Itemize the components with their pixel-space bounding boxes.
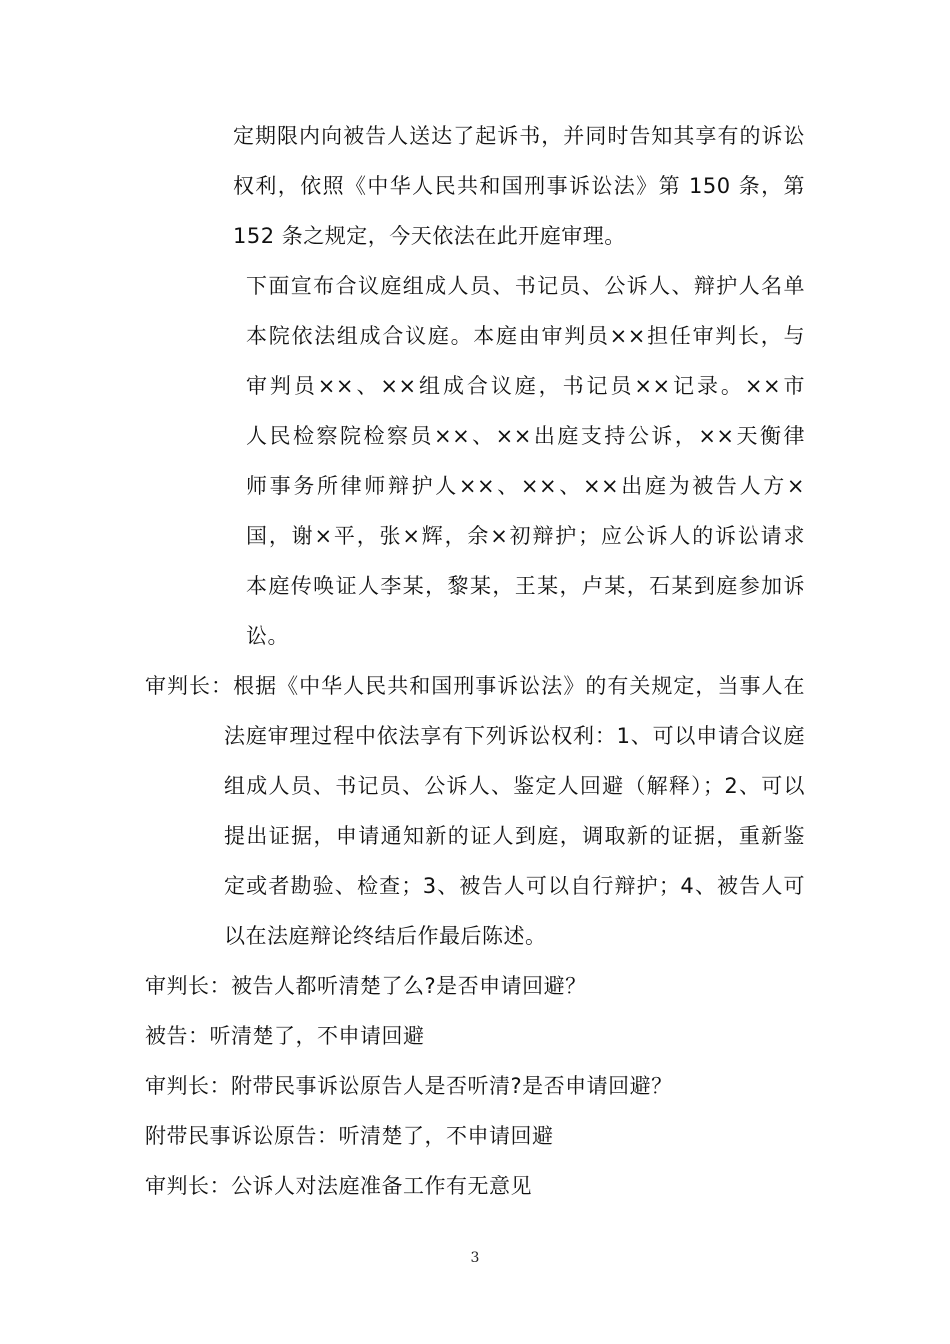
- text-line: 国，谢×平，张×辉，余×初辩护；应公诉人的诉讼请求: [246, 524, 805, 548]
- text-line: 定期限内向被告人送达了起诉书，并同时告知其享有的诉讼: [233, 124, 805, 148]
- speaker-line: 审判长：根据《中华人民共和国刑事诉讼法》的有关规定，当事人在: [145, 674, 805, 698]
- speaker-line: 审判长：公诉人对法庭准备工作有无意见: [145, 1174, 532, 1198]
- text-line: 法庭审理过程中依法享有下列诉讼权利：1、可以申请合议庭: [224, 724, 805, 748]
- text-line: 152 条之规定，今天依法在此开庭审理。: [233, 224, 626, 248]
- text-line: 定或者勘验、检查；3、被告人可以自行辩护；4、被告人可: [224, 874, 805, 898]
- page-number: 3: [470, 1250, 480, 1266]
- text-line: 提出证据，申请通知新的证人到庭，调取新的证据，重新鉴: [224, 824, 805, 848]
- text-line: 本院依法组成合议庭。本庭由审判员××担任审判长，与: [246, 324, 805, 348]
- text-line: 下面宣布合议庭组成人员、书记员、公诉人、辩护人名单: [246, 274, 805, 298]
- speaker-line: 附带民事诉讼原告：听清楚了，不申请回避: [145, 1124, 554, 1148]
- text-line: 人民检察院检察员××、××出庭支持公诉，××天衡律: [246, 424, 805, 448]
- speaker-line: 审判长：被告人都听清楚了么?是否申请回避？: [145, 974, 587, 998]
- speaker-line: 审判长：附带民事诉讼原告人是否听清?是否申请回避？: [145, 1074, 673, 1098]
- text-line: 本庭传唤证人李某，黎某，王某，卢某，石某到庭参加诉: [246, 574, 805, 598]
- text-line: 组成人员、书记员、公诉人、鉴定人回避（解释）；2、可以: [224, 774, 805, 798]
- text-line: 以在法庭辩论终结后作最后陈述。: [224, 924, 547, 948]
- text-line: 师事务所律师辩护人××、××、××出庭为被告人方×: [246, 474, 805, 498]
- speaker-line: 被告：听清楚了，不申请回避: [145, 1024, 425, 1048]
- text-line: 权利，依照《中华人民共和国刑事诉讼法》第 150 条，第: [233, 174, 805, 198]
- text-line: 审判员××、××组成合议庭，书记员××记录。××市: [246, 374, 805, 398]
- text-line: 讼。: [246, 624, 289, 648]
